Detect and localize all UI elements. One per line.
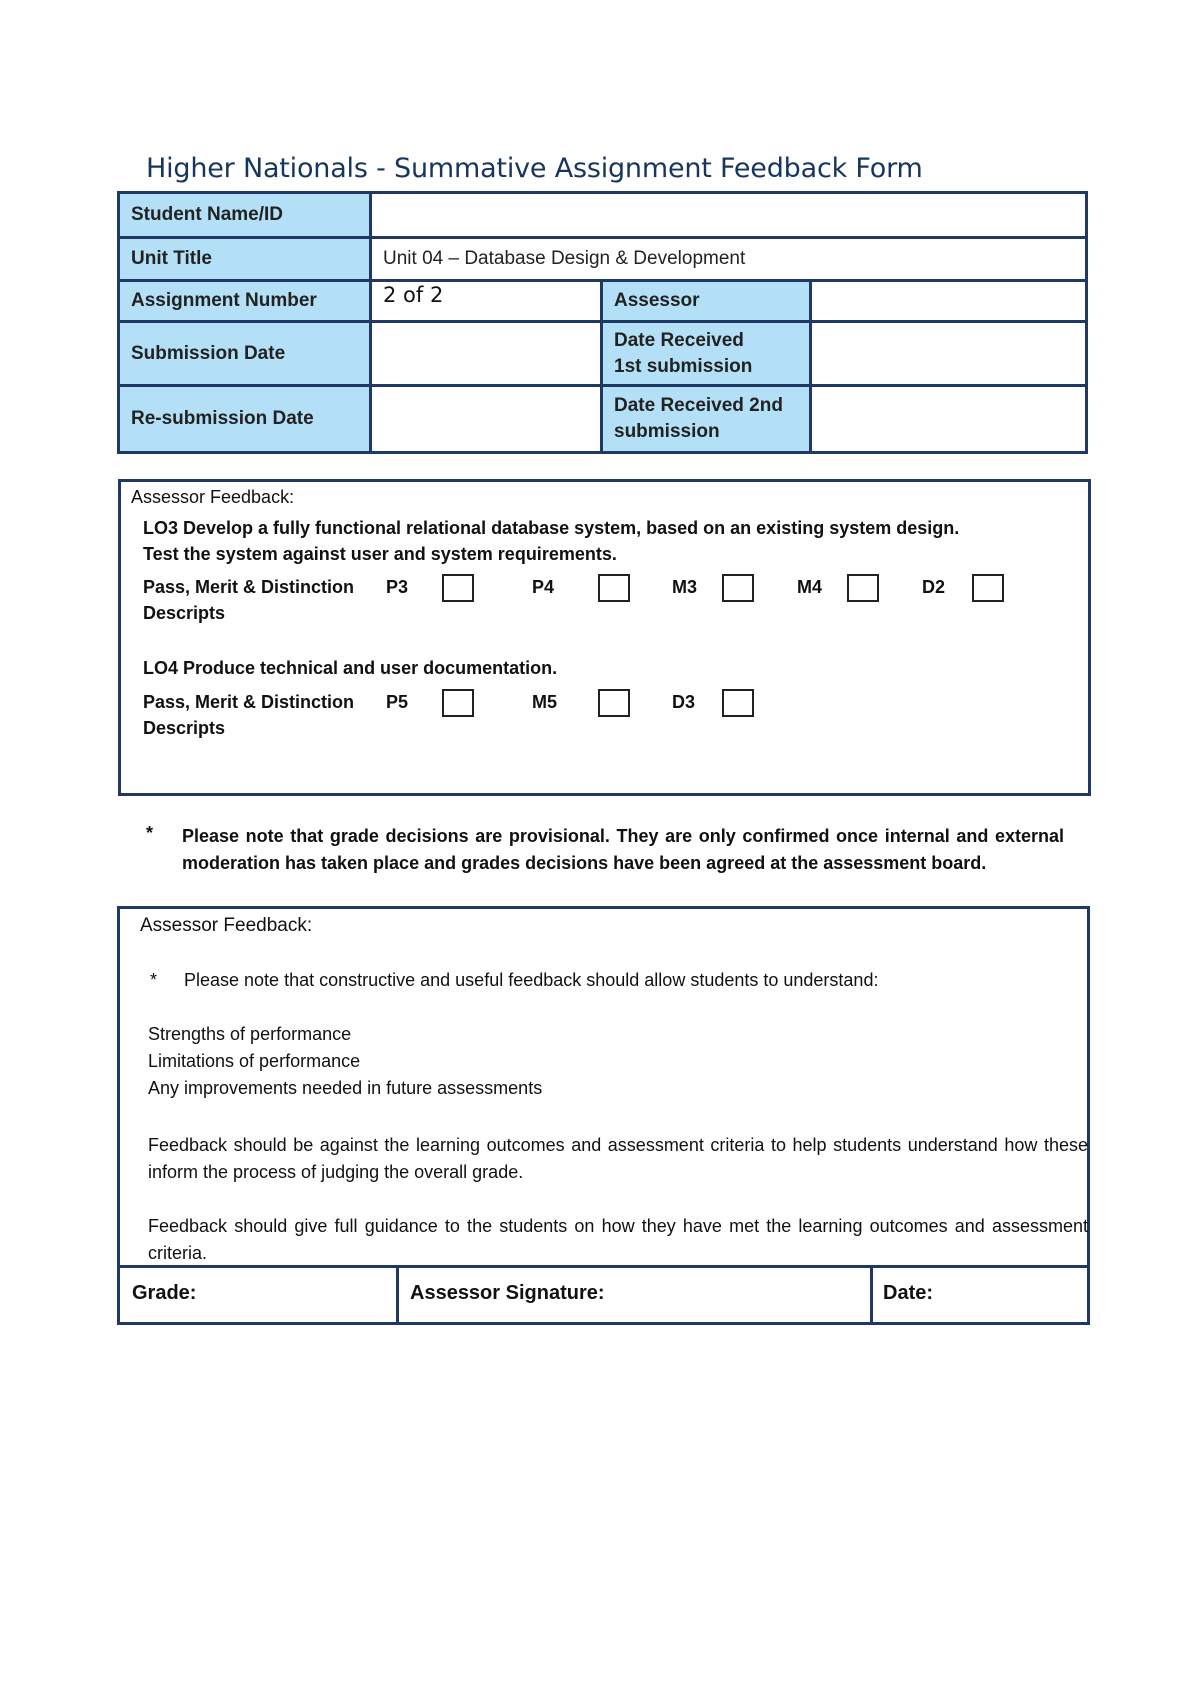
- date-received-1-field[interactable]: [812, 323, 1085, 384]
- criterion-d3-label: D3: [672, 692, 696, 712]
- lo4-descripts-line2: Descripts: [143, 718, 226, 738]
- criterion-p5-checkbox[interactable]: [442, 689, 474, 717]
- date-received-2-line2: submission: [614, 421, 720, 442]
- submission-date-field[interactable]: [372, 323, 600, 384]
- feedback-intro: Please note that constructive and useful feedback should allow students to understand:: [184, 970, 879, 990]
- feedback-paragraph-2: Feedback should give full guidance to the students on how they have met the learning outcomes and assessment criteria.: [148, 1216, 1088, 1263]
- resubmission-date-field[interactable]: [372, 387, 600, 451]
- lo3-title-line2: Test the system against user and system requirements.: [143, 544, 617, 564]
- criterion-m4-checkbox[interactable]: [847, 574, 879, 602]
- grid-line: [120, 236, 1085, 239]
- resubmission-date-label: Re-submission Date: [120, 387, 369, 451]
- assignment-number-value: 2 of 2: [383, 283, 444, 307]
- feedback-item-limitations: Limitations of performance: [148, 1051, 361, 1071]
- feedback-paragraph-1: Feedback should be against the learning outcomes and assessment criteria to help students understand how these inform the process of judging the overall grade.: [148, 1135, 1088, 1182]
- feedback-item-strengths: Strengths of performance: [148, 1024, 352, 1044]
- lo3-descripts-line2: Descripts: [143, 603, 226, 623]
- lo3-title-line1: LO3 Develop a fully functional relational database system, based on an existing system design.: [143, 518, 960, 538]
- unit-title-value: Unit 04 – Database Design & Development: [383, 248, 746, 269]
- grade-label: Grade:: [132, 1282, 197, 1304]
- unit-title-label: Unit Title: [120, 239, 369, 279]
- lo4-descripts-line1: Pass, Merit & Distinction: [143, 692, 355, 712]
- feedback-heading: Assessor Feedback:: [140, 915, 313, 936]
- provisional-grade-note: Please note that grade decisions are provisional. They are only confirmed once internal and external moderation has taken place and grades decisions have been agreed at the assessment board.: [182, 826, 1064, 873]
- grid-line: [600, 279, 603, 451]
- criterion-p3-checkbox[interactable]: [442, 574, 474, 602]
- criterion-p4-checkbox[interactable]: [598, 574, 630, 602]
- learning-outcomes-box: [118, 479, 1091, 796]
- criterion-p3-label: P3: [386, 577, 409, 597]
- submission-date-label: Submission Date: [120, 323, 369, 384]
- date-received-1-line2: 1st submission: [614, 355, 753, 377]
- criterion-m3-checkbox[interactable]: [722, 574, 754, 602]
- criterion-m5-checkbox[interactable]: [598, 689, 630, 717]
- criterion-m3-label: M3: [672, 577, 698, 597]
- assignment-number-label: Assignment Number: [120, 282, 369, 320]
- criterion-d2-checkbox[interactable]: [972, 574, 1004, 602]
- criterion-m4-label: M4: [797, 577, 823, 597]
- note-bullet: *: [146, 823, 154, 843]
- grid-line: [369, 194, 372, 451]
- student-info-table: [117, 191, 1088, 454]
- assessor-label: Assessor: [603, 282, 809, 320]
- assessor-field[interactable]: [812, 282, 1085, 320]
- date-received-2-line1: Date Received 2nd: [614, 395, 783, 416]
- assessor-signature-label: Assessor Signature:: [410, 1282, 605, 1304]
- date-label: Date:: [883, 1282, 934, 1304]
- form-title: Higher Nationals - Summative Assignment Feedback Form: [146, 153, 923, 184]
- criterion-m5-label: M5: [532, 692, 558, 712]
- lo3-descripts-line1: Pass, Merit & Distinction: [143, 577, 355, 597]
- assessor-feedback-box: [117, 906, 1090, 1325]
- date-received-1-label: [603, 323, 809, 384]
- grid-line: [120, 1265, 1087, 1268]
- grid-line: [396, 1265, 399, 1322]
- criterion-d2-label: D2: [922, 577, 946, 597]
- date-received-2-field[interactable]: [812, 387, 1085, 451]
- grid-line: [809, 279, 812, 451]
- student-name-field[interactable]: [372, 194, 1085, 236]
- feedback-bullet: *: [150, 970, 158, 990]
- feedback-item-improvements: Any improvements needed in future assessments: [148, 1078, 543, 1098]
- grid-line: [870, 1265, 873, 1322]
- lo-box-heading: Assessor Feedback:: [131, 487, 295, 507]
- student-name-label: Student Name/ID: [120, 194, 369, 236]
- date-received-2-label: [603, 387, 809, 451]
- date-received-1-line1: Date Received: [614, 329, 744, 351]
- criterion-p4-label: P4: [532, 577, 555, 597]
- criterion-p5-label: P5: [386, 692, 409, 712]
- criterion-d3-checkbox[interactable]: [722, 689, 754, 717]
- lo4-title: LO4 Produce technical and user documentation.: [143, 658, 558, 678]
